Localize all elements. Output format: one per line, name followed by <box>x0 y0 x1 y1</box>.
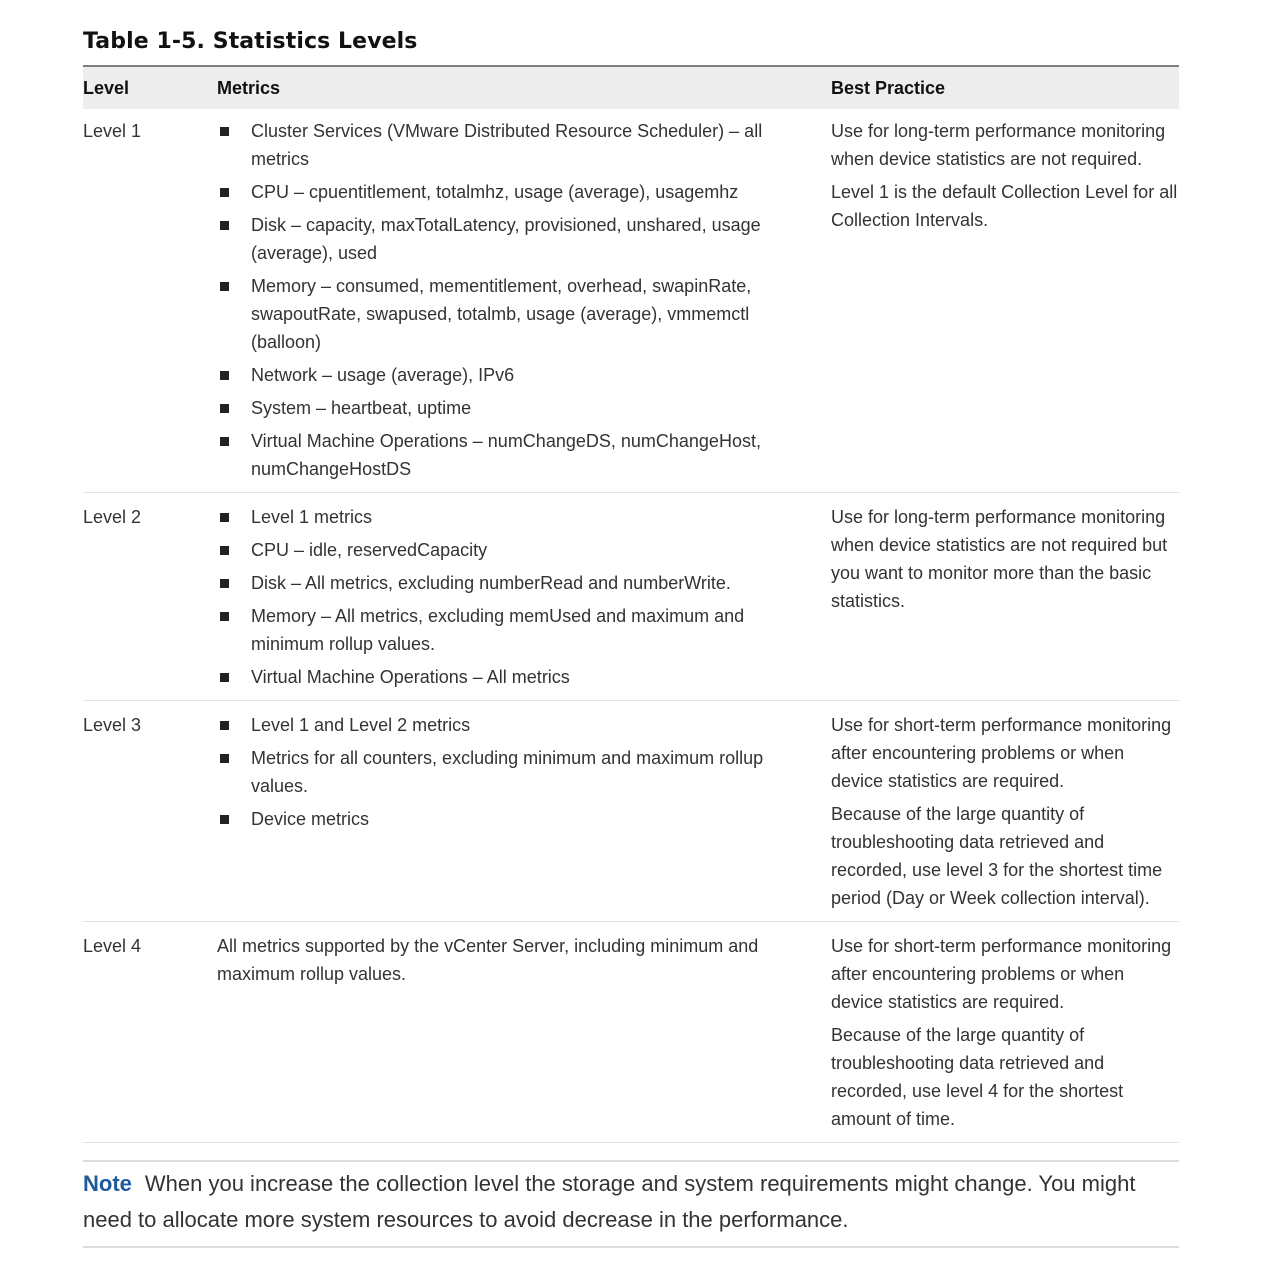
table-title: Table 1-5. Statistics Levels <box>83 29 418 54</box>
list-item-text: Metrics for all counters, excluding minimum and maximum rollup values. <box>251 748 764 796</box>
list-item-text: Level 1 metrics <box>251 507 373 527</box>
note-callout <box>83 1160 1179 1248</box>
level-cell: Level 3 <box>83 701 217 922</box>
list-item <box>217 536 831 564</box>
metrics-list <box>217 503 831 691</box>
square-bullet-icon <box>220 815 229 824</box>
metrics-list <box>217 711 831 833</box>
list-item-text: Virtual Machine Operations – numChangeDS, numChangeHost, numChangeHostDS <box>251 431 761 479</box>
list-item-text: Disk – All metrics, excluding numberRead and numberWrite. <box>251 573 731 593</box>
list-item-text: Virtual Machine Operations – All metrics <box>251 667 570 687</box>
table-header-row <box>83 66 1179 109</box>
list-item-text: Cluster Services (VMware Distributed Resource Scheduler) – all metrics <box>251 121 763 169</box>
best-practice-text: Use for long-term performance monitoring when device statistics are not required but you want to monitor more than the basic statistics. <box>831 507 1168 611</box>
list-item <box>217 711 831 739</box>
best-practice-text: Use for short-term performance monitoring after encountering problems or when device statistics are required. <box>831 936 1172 1012</box>
best-practice-text: Because of the large quantity of troubleshooting data retrieved and recorded, use level 4 for the shortest amount of time. <box>831 1025 1124 1129</box>
level-cell: Level 1 <box>83 109 217 493</box>
list-item-text: Level 1 and Level 2 metrics <box>251 715 471 735</box>
table-row-level-1 <box>83 109 1179 493</box>
table-row-level-4 <box>83 922 1179 1143</box>
metrics-list <box>217 117 831 483</box>
best-practice-cell <box>831 922 1179 1143</box>
header-best-practice: Best Practice <box>831 66 1179 109</box>
square-bullet-icon <box>220 282 229 291</box>
list-item-text: Memory – All metrics, excluding memUsed and maximum and minimum rollup values. <box>251 606 745 654</box>
square-bullet-icon <box>220 404 229 413</box>
metrics-cell <box>217 109 831 493</box>
list-item-text: CPU – cpuentitlement, totalmhz, usage (average), usagemhz <box>251 182 739 202</box>
best-practice-text: Use for long-term performance monitoring when device statistics are not required. <box>831 121 1166 169</box>
list-item <box>217 602 831 658</box>
metrics-cell: All metrics supported by the vCenter Server, including minimum and maximum rollup values. <box>217 922 831 1143</box>
note-text: When you increase the collection level the storage and system requirements might change. You might need to allocate more system resources to avoid decrease in the performance. <box>83 1171 1136 1232</box>
square-bullet-icon <box>220 546 229 555</box>
list-item <box>217 569 831 597</box>
list-item-text: Network – usage (average), IPv6 <box>251 365 515 385</box>
square-bullet-icon <box>220 371 229 380</box>
list-item <box>217 272 831 356</box>
note-label: Note <box>83 1171 132 1196</box>
square-bullet-icon <box>220 221 229 230</box>
list-item <box>217 117 831 173</box>
list-item <box>217 663 831 691</box>
header-metrics: Metrics <box>217 66 831 109</box>
square-bullet-icon <box>220 754 229 763</box>
list-item <box>217 211 831 267</box>
best-practice-text: Level 1 is the default Collection Level for all Collection Intervals. <box>831 182 1178 230</box>
best-practice-cell <box>831 109 1179 493</box>
list-item <box>217 178 831 206</box>
square-bullet-icon <box>220 513 229 522</box>
square-bullet-icon <box>220 612 229 621</box>
list-item-text: System – heartbeat, uptime <box>251 398 472 418</box>
best-practice-cell <box>831 701 1179 922</box>
list-item <box>217 427 831 483</box>
level-cell: Level 2 <box>83 493 217 701</box>
square-bullet-icon <box>220 437 229 446</box>
metrics-cell <box>217 493 831 701</box>
square-bullet-icon <box>220 127 229 136</box>
header-level: Level <box>83 66 217 109</box>
best-practice-text: Use for short-term performance monitoring after encountering problems or when device statistics are required. <box>831 715 1172 791</box>
list-item-text: Memory – consumed, mementitlement, overhead, swapinRate, swapoutRate, swapused, totalmb, usage (average), vmmemctl (balloon) <box>251 276 752 352</box>
list-item <box>217 361 831 389</box>
list-item-text: Disk – capacity, maxTotalLatency, provisioned, unshared, usage (average), used <box>251 215 761 263</box>
list-item-text: CPU – idle, reservedCapacity <box>251 540 488 560</box>
table-row-level-2 <box>83 493 1179 701</box>
metrics-cell <box>217 701 831 922</box>
square-bullet-icon <box>220 721 229 730</box>
square-bullet-icon <box>220 188 229 197</box>
list-item <box>217 805 831 833</box>
list-item-text: Device metrics <box>251 809 370 829</box>
statistics-levels-table <box>83 65 1179 1143</box>
list-item <box>217 503 831 531</box>
list-item <box>217 744 831 800</box>
document-page <box>83 27 1179 1143</box>
best-practice-text: Because of the large quantity of troubleshooting data retrieved and recorded, use level 3 for the shortest time period (Day or Week collection interval). <box>831 804 1163 908</box>
level-cell: Level 4 <box>83 922 217 1143</box>
best-practice-cell <box>831 493 1179 701</box>
table-row-level-3 <box>83 701 1179 922</box>
square-bullet-icon <box>220 579 229 588</box>
square-bullet-icon <box>220 673 229 682</box>
list-item <box>217 394 831 422</box>
